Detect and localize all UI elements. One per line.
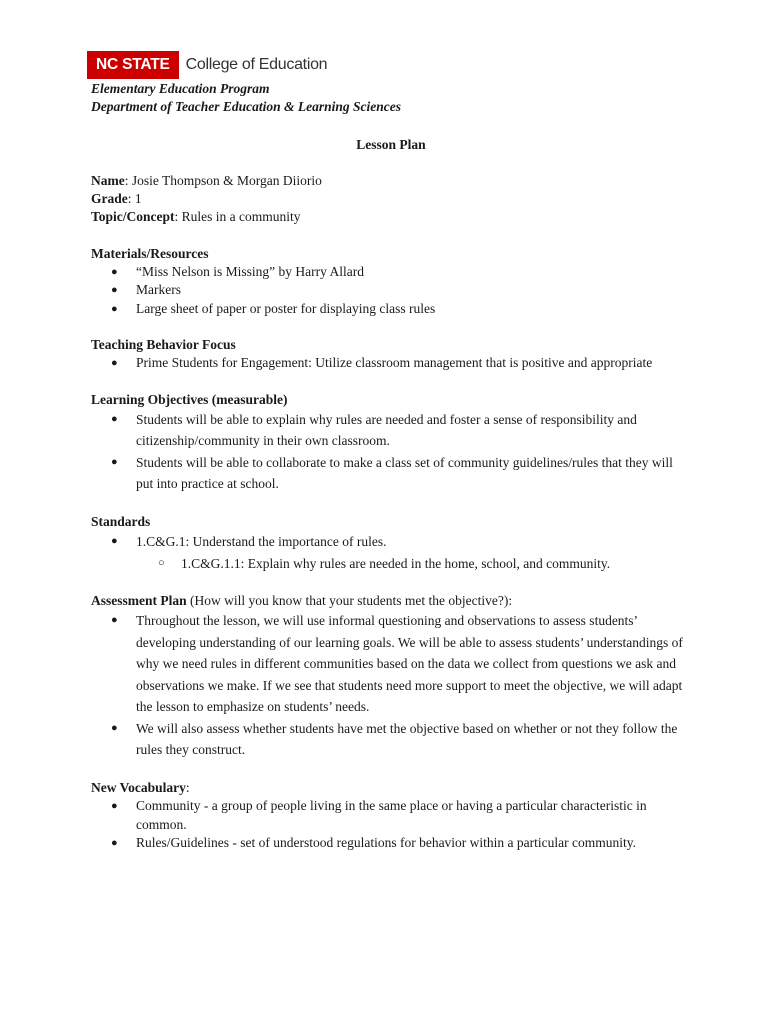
materials-list xyxy=(91,263,691,318)
department-name: Department of Teacher Education & Learning Sciences xyxy=(91,99,401,115)
topic-field xyxy=(91,208,691,226)
list-item: ● Large sheet of paper or poster for displaying class rules xyxy=(91,300,691,318)
college-name: College of Education xyxy=(185,56,328,73)
vocabulary-heading xyxy=(91,779,691,797)
name-label: Name xyxy=(91,172,125,188)
page-title: Lesson Plan xyxy=(356,136,426,152)
standards-heading: Standards xyxy=(91,513,151,529)
list-item: ● Throughout the lesson, we will use informal questioning and observations to assess students’ developing understanding of our learning goals. We will be able to assess students’ understandings of why we need rules in different communities based on the data we collect from questions we ask and observations we make. If we see that students need more support to meet the objective, we will adapt the lesson to emphasize on students’ needs. xyxy=(91,610,691,718)
list-item: ● Prime Students for Engagement: Utilize classroom management that is positive and appropriate xyxy=(91,354,691,372)
topic-value: : Rules in a community xyxy=(174,209,301,225)
teaching-focus-heading: Teaching Behavior Focus xyxy=(91,336,236,352)
topic-label: Topic/Concept xyxy=(91,209,175,225)
vocabulary-heading-suffix: : xyxy=(185,779,190,795)
standards-list xyxy=(91,531,691,553)
name-field xyxy=(91,172,691,190)
program-name: Elementary Education Program xyxy=(91,81,270,96)
assessment-heading-note: (How will you know that your students met the objective?): xyxy=(186,593,513,609)
list-item: ● Students will be able to collaborate to make a class set of community guidelines/rules that they will put into practice at school. xyxy=(91,452,691,495)
teaching-focus-list xyxy=(91,354,691,372)
lesson-plan-body xyxy=(91,80,691,852)
grade-field xyxy=(91,190,691,208)
grade-label: Grade xyxy=(91,191,128,207)
list-item: ● Community - a group of people living in the same place or having a particular characteristic in common. xyxy=(91,797,691,834)
grade-value: : 1 xyxy=(127,191,142,207)
objectives-list xyxy=(91,409,691,495)
assessment-heading xyxy=(91,592,691,610)
vocabulary-list xyxy=(91,797,691,852)
list-item: ● Students will be able to explain why rules are needed and foster a sense of responsibility and citizenship/community in their own classroom. xyxy=(91,409,691,452)
list-item: ● Rules/Guidelines - set of understood regulations for behavior within a particular community. xyxy=(91,834,691,852)
vocabulary-heading-label: New Vocabulary xyxy=(91,779,186,795)
list-item: ● “Miss Nelson is Missing” by Harry Allard xyxy=(91,263,691,281)
materials-heading: Materials/Resources xyxy=(91,245,209,261)
list-item: ○ 1.C&G.1.1: Explain why rules are needed in the home, school, and community. xyxy=(91,553,691,575)
list-item: ● We will also assess whether students have met the objective based on whether or not they follow the rules they construct. xyxy=(91,718,691,761)
name-value: : Josie Thompson & Morgan Diiorio xyxy=(124,172,322,188)
objectives-heading: Learning Objectives (measurable) xyxy=(91,391,288,407)
list-item: ● Markers xyxy=(91,281,691,299)
college-header xyxy=(87,51,327,79)
standards-sublist xyxy=(91,553,691,575)
list-item: ● 1.C&G.1: Understand the importance of rules. xyxy=(91,531,691,553)
assessment-list xyxy=(91,610,691,761)
assessment-heading-label: Assessment Plan xyxy=(91,593,187,609)
ncstate-logo: NC STATE xyxy=(87,51,179,79)
